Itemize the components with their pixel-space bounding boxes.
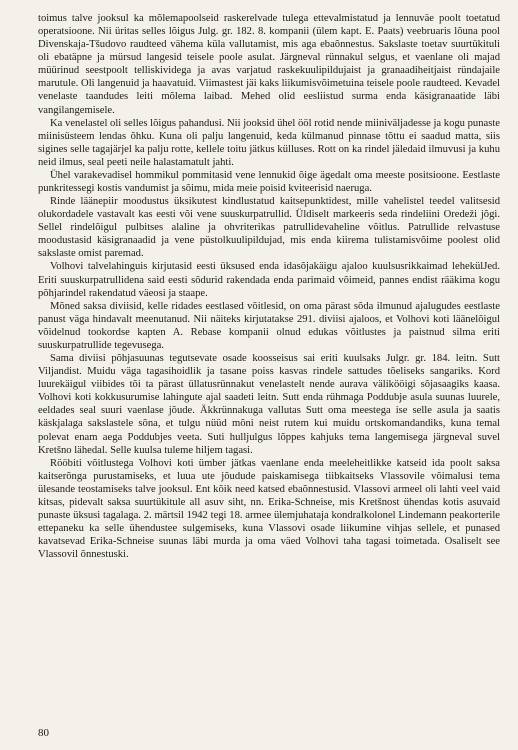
paragraph: toimus talve jooksul ka mõlemapoolseid raskerelvade tulega ettevalmistatud ja lennuväe poolt toetatud operatsioone. Nii üritas selles lõigus Julg. gr. 182. 8. kompanii (ülem kapt. E. Paats) veebruaris lõuna pool Divenskaja-Tšudovo raudteed vähema küla vallutamist, mis aga ebaõnnestus. Sakslaste toetav suurtükituli oli ebatäpne ja mürsud langesid teisele poole asulat. Järgneval rünnakul selgus, et vaenlane oli majad müürinud seestpoolt telliskividega ja avas varjatud raskekuulipildujaist ja granaadiheitjaist ründajaile marutule. Oli langenuid ja haavatuid. Viimastest jäi kaks liikumisvõimetuina teisele poole raudteed. Kevadel venelaste taandudes leiti mõlema laibad. Mehed olid eesliistud surma enda käsigranaatide läbi vangilangemisele. — [38, 13, 500, 116]
paragraph: Mõned saksa diviisid, kelle ridades eestlased võitlesid, on oma pärast sõda ilmunud ajalugudes eestlaste panust väga hindavalt meenutanud. Nii näiteks kirjutatakse 291. diviisi ajaloos, et Volhovi koti läänelõigul võidelnud tookordse kapten A. Rebase kompanii olnud edukas võitlustes ja paistnud silma eriti suuskurpatrullide tegevusega. — [38, 300, 500, 351]
page-number: 80 — [38, 727, 49, 739]
paragraph: Rööbiti võitlustega Volhovi koti ümber jätkas vaenlane enda meeleheitlikke katseid ida poolt saksa kaitserõnga purustamiseks, et luua ute jõudude paiskamisega tiibkaitseks Vlassovile võimalusi tema ülesande teostamiseks talve jooksul. Ent kõik need katsed ebaõnnestusid. Vlassovi armeel oli lahti veel vaid kitsas, pidevalt saksa suurtükitule all asuv siht, nn. Erika-Schneise, mis Kretšnost ühendas kotis asuvaid punaste üksusi tagalaga. 2. märtsil 1942 tegi 18. armee ülemjuhataja kondralkolonel Lindemann peakorterile ettepaneku ka selle ühendustee sulgemiseks, kuna Vlassovi osade liikumine vihjas sellele, et punased kavatsevad Erika-Schneise suunas läbi murda ja oma väed Volhovi taha tagasi toimetada. Osaliselt see Vlassovil õnnestuski. — [38, 457, 500, 561]
body-text — [38, 12, 500, 561]
paragraph: Sama diviisi põhjasuunas tegutsevate osade koosseisus sai eriti kuulsaks Julgr. gr. 184. leitn. Sutt Viljandist. Muidu väga tagasihoidlik ja tasane poiss kasvas rindele sattudes tõeliseks sangariks. Kord luurekäigul viibides tõi ta pärast üllatusrünnakut venelastelt nende aurava välikööigi sõjasaagiks kaasa. Volhovi koti kokkusurumise lahingute ajal saadeti leitn. Sutt enda rühmaga Poddubje asula suunas luurele, eeldades seal suuri vaenlase jõude. Äkkrünnakuga vallutas Sutt oma meestega ise selle asula ja saatis käskjalaga sakslastele sõna, et tulgu nüüd mõni neist rutem kui muidu ortskomandandiks, kuna temal polevat enam aega Poddubjes veeta. Suti hulljulgus lõppes kahjuks tema langemisega järgneval suvel Kretšno lähedal. Selle kuulsa tuleme hiljem tagasi. — [38, 353, 500, 456]
paragraph: Ühel varakevadisel hommikul pommitasid vene lennukid õige ägedalt oma meeste positsioone. Eestlaste punkritessegi kostis vandumist ja sõimu, mida meie poisid kviteerisid naeruga. — [38, 169, 500, 195]
paragraph: Ka venelastel oli selles lõigus pahandusi. Nii jooksid ühel ööl rotid nende miiniväljadesse ja kogu punaste miinisüsteem lendas õhku. Kuna oli palju langenuid, keda külmanud pinnase tõttu ei saadud matta, siis sigines selle tagajärjel ka palju rotte, kellele toitu jätkus külluses. Rott on ka rindel jäledaid ilmuvusi ja kuhu neid ilmus, seal peeti neile halastamatult jahti. — [38, 117, 500, 168]
paragraph: Volhovi talvelahinguis kirjutasid eesti üksused enda idasõjakäigu ajaloo kuulsusrikkaimad lehekülJed. Eriti suuskurpatrullidena said eesti sõdurid rakendada enda parimaid võimeid, pannes endist rääkima kogu põhjarindel rakendatud väeosi ja staape. — [38, 261, 500, 299]
paragraph: Rinde läänepiir moodustus üksikutest kindlustatud kaitsepunktidest, mille vahelistel teedel valitsesid olukordadele vastavalt kas eesti või vene suuskurpatrullid. Üldiselt markeeris seda rindeliini Oredeži jõgi. Sellel rindelõigul pulbitses alaline ja ohvriterikas patrullidevaheline võitlus. Patrullide relvastuse moodustasid käsigranaadid ja vene püstolkuulipildujad, mis enda kiirema tulistamisvõime poolest olid sakslaste omist paremad. — [38, 196, 500, 260]
